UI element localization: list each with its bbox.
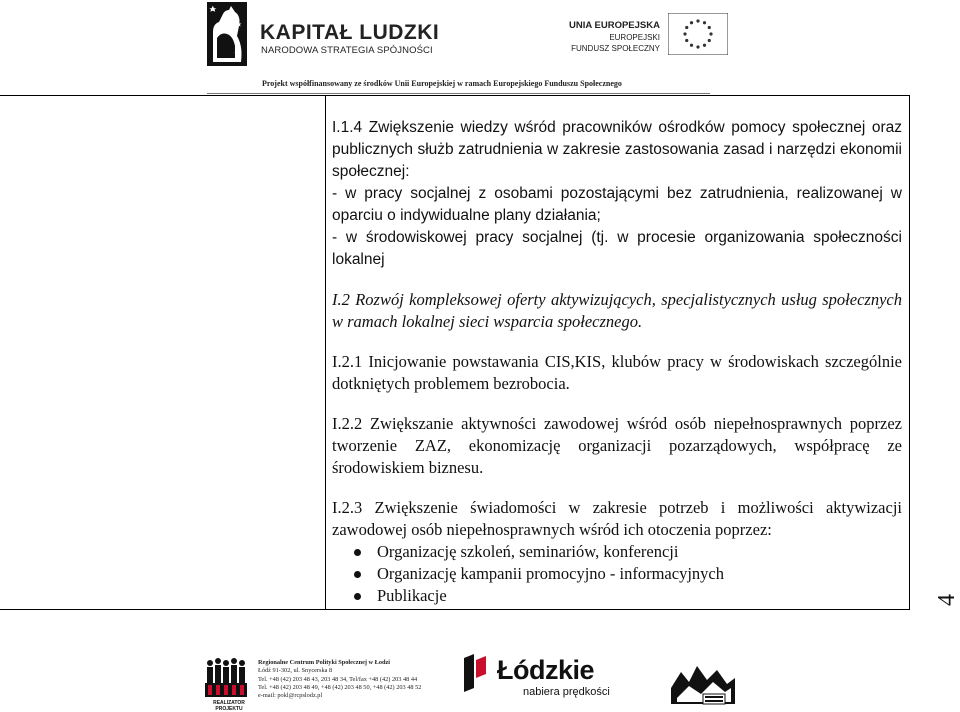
- address-phone-1: Tel. +48 (42) 203 48 43, 203 48 34, Tel/fax +48 (42) 203 48 44: [258, 675, 418, 683]
- lodzkie-subtitle: nabiera prędkości: [523, 686, 610, 698]
- eu-star: [685, 26, 688, 29]
- address-email: e-mail: pokl@rcpslodz.pl: [258, 692, 323, 700]
- bullet-icon: [354, 593, 361, 600]
- objective-i22: I.2.2 Zwiększanie aktywności zawodowej wśród osób niepełnosprawnych poprzez tworzenie ZAZ, ekonomizację organizacji pozarządowych, współpracę ze środowiskiem biznesu.: [332, 414, 902, 477]
- cofinancing-note: Projekt współfinansowany ze środków Unii Europejskiej w ramach Europejskiego Funduszu Społecznego: [262, 79, 622, 88]
- eu-star: [696, 45, 699, 48]
- kapital-ludzki-subtitle: NARODOWA STRATEGIA SPÓJNOŚCI: [261, 45, 433, 56]
- list-item: [332, 585, 902, 607]
- address-phone-2: Tel. +48 (42) 203 48 49, +48 (42) 203 48 50, +48 (42) 203 48 52: [258, 683, 422, 691]
- table-right-border: [909, 95, 910, 610]
- realizator-label: REALIZATOR PROJEKTU: [213, 700, 245, 712]
- table-column-divider: [325, 95, 326, 610]
- address-street: Łódź 91-302, ul. Snycerska 8: [258, 667, 333, 675]
- bullet-icon: [354, 549, 361, 556]
- eu-line-1: UNIA EUROPEJSKA: [569, 20, 660, 31]
- lodzkie-mark-icon: [460, 652, 490, 694]
- eu-star: [685, 39, 688, 42]
- list-item: [332, 563, 902, 585]
- page-number: 4: [934, 594, 960, 606]
- kapital-ludzki-title: KAPITAŁ LUDZKI: [260, 21, 440, 44]
- bullet-list: [332, 541, 902, 607]
- bullet-text: Publikacje: [377, 586, 447, 605]
- eu-star: [708, 39, 711, 42]
- page-header: [0, 0, 960, 96]
- objective-i2: I.2 Rozwój kompleksowej oferty aktywizujących, specjalistycznych usług społecznych w ramach lokalnej sieci wsparcia społecznego.: [332, 290, 902, 331]
- eu-star: [690, 44, 693, 47]
- address-org-name: Regionalne Centrum Polityki Społecznej w Łodzi: [258, 659, 391, 666]
- objective-i14-block: [332, 117, 902, 271]
- eu-star: [690, 21, 693, 24]
- eu-label: [560, 20, 660, 54]
- eu-star: [696, 19, 699, 22]
- eu-star: [709, 32, 712, 35]
- header-divider: [207, 93, 710, 94]
- eu-star: [683, 32, 686, 35]
- footer-address: [258, 659, 448, 700]
- eu-star: [703, 44, 706, 47]
- bullet-icon: [354, 571, 361, 578]
- objective-i14: I.1.4 Zwiększenie wiedzy wśród pracowników ośrodków pomocy społecznej oraz publicznych służb zatrudnienia w zakresie zastosowania zasad i narzędzi ekonomii społecznej:: [332, 119, 902, 180]
- objective-i21: I.2.1 Inicjowanie powstawania CIS,KIS, klubów pracy w środowiskach szczególnie dotkniętych problemem bezrobocia.: [332, 352, 902, 393]
- objective-i14-item-a: - w pracy socjalnej z osobami pozostającymi bez zatrudnienia, realizowanej w oparciu o indywidualne plany działania;: [332, 185, 902, 224]
- list-item: [332, 541, 902, 563]
- realizator-crowd-icon: [205, 655, 247, 697]
- objective-i14-item-b: - w środowiskowej pracy socjalnej (tj. w procesie organizowania społeczności lokalnej: [332, 229, 902, 268]
- objective-i23: I.2.3 Zwiększenie świadomości w zakresie potrzeb i możliwości aktywizacji zawodowej osób niepełnosprawnych wśród ich otoczenia poprzez:: [332, 498, 902, 539]
- lodzkie-title: Łódzkie: [497, 655, 595, 685]
- table-bottom-border: [0, 609, 910, 610]
- eu-line-3: FUNDUSZ SPOŁECZNY: [571, 44, 660, 53]
- bullet-text: Organizację szkoleń, seminariów, konferencji: [377, 542, 679, 561]
- table-top-border: [0, 95, 910, 96]
- eu-star: [703, 21, 706, 24]
- kapital-ludzki-emblem: [207, 2, 247, 66]
- eu-star: [708, 26, 711, 29]
- eu-flag-icon: [668, 13, 728, 55]
- eu-line-2: EUROPEJSKI: [609, 33, 660, 42]
- objectives-cell: [332, 117, 902, 607]
- wup-lodz-logo-icon: [667, 658, 739, 710]
- bullet-text: Organizację kampanii promocyjno - informacyjnych: [377, 564, 724, 583]
